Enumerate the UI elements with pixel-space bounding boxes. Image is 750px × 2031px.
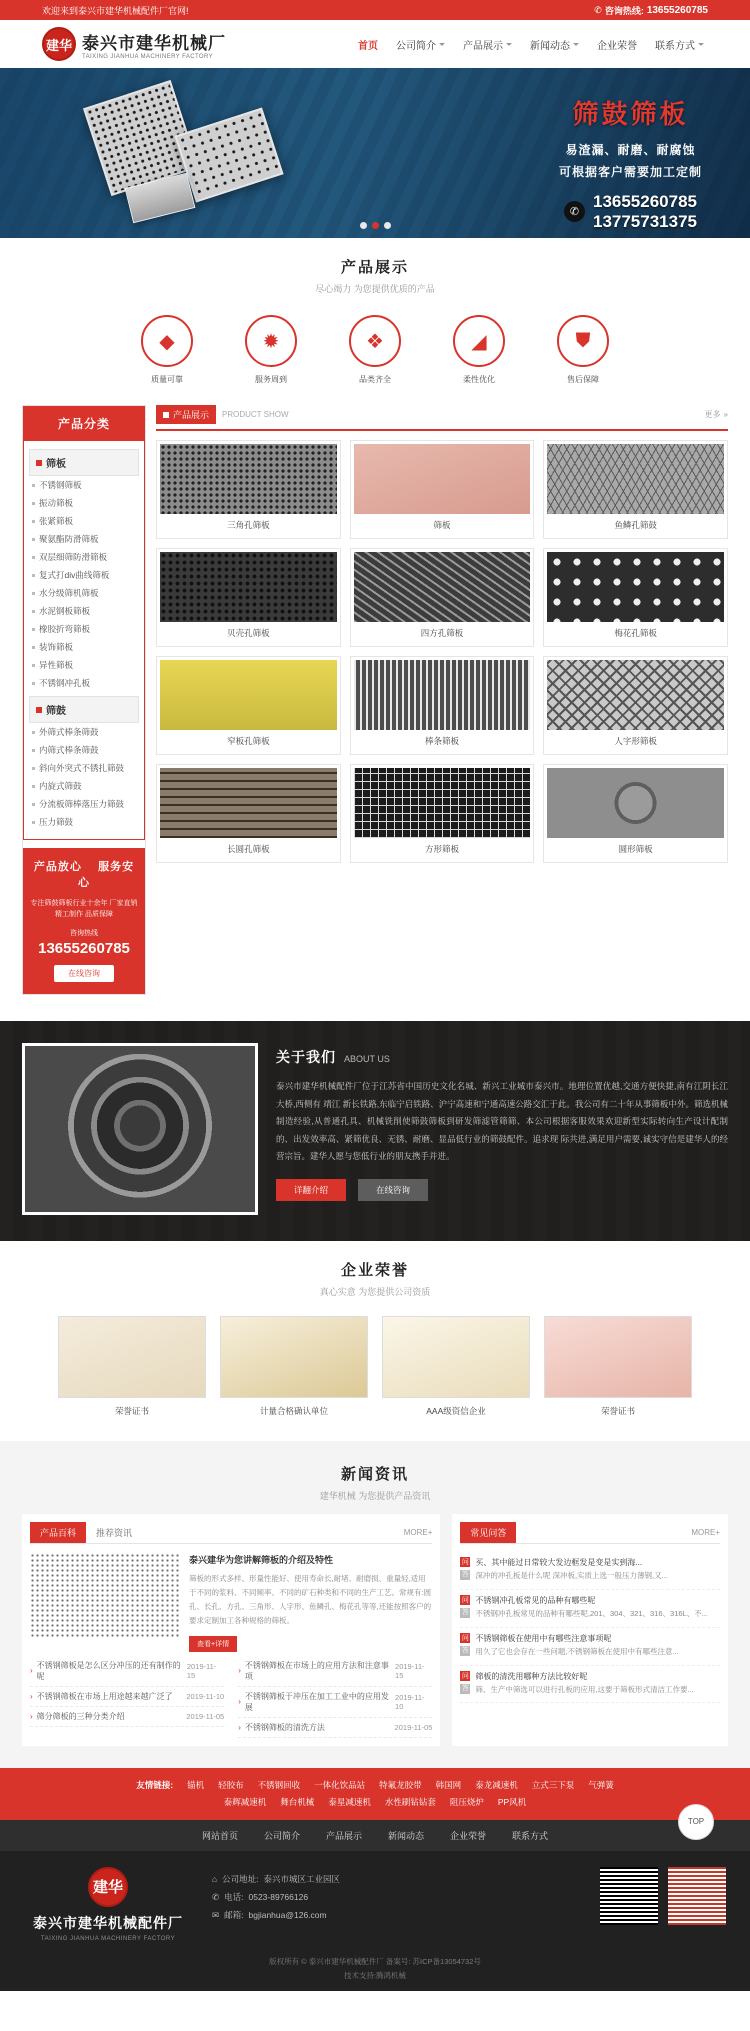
section-title: 新闻资讯 xyxy=(340,1466,409,1484)
chevron-down-icon xyxy=(698,43,704,46)
product-image xyxy=(547,552,724,622)
category-group-shaiban[interactable]: 筛板 xyxy=(29,449,139,476)
chevron-down-icon xyxy=(506,43,512,46)
question-icon: 问 xyxy=(461,1634,469,1642)
bullet-icon: › xyxy=(30,1666,33,1676)
medal-icon: ✹ xyxy=(245,315,297,367)
about-image xyxy=(22,1043,258,1215)
section-subtitle: 尽心竭力 为您提供优质的产品 xyxy=(315,284,435,294)
product-image xyxy=(354,552,531,622)
shield-icon: ⛊ xyxy=(557,315,609,367)
footer-nav-about[interactable]: 公司简介 xyxy=(263,1830,300,1841)
product-card[interactable] xyxy=(543,440,728,539)
banner-line-1: 易渣漏、耐磨、耐腐蚀 xyxy=(565,143,696,157)
top-hotline-number: 13655260785 xyxy=(646,4,708,16)
honor-caption: 荣誉证书 xyxy=(600,1406,635,1417)
news-panel xyxy=(22,1514,440,1746)
about-detail-button[interactable]: 详翻介绍 xyxy=(276,1179,346,1201)
footer-nav-news[interactable]: 新闻动态 xyxy=(388,1830,425,1841)
category-item[interactable]: 分流板筛棒落压力筛鼓 xyxy=(29,795,139,813)
banner-pagination[interactable] xyxy=(0,222,750,229)
news-section xyxy=(0,1441,750,1768)
footer-nav-contact[interactable]: 联系方式 xyxy=(512,1830,549,1841)
qr-code-wechat xyxy=(600,1867,658,1925)
nav-item-home[interactable] xyxy=(358,37,378,52)
product-caption: 圆形筛板 xyxy=(618,844,653,854)
about-text xyxy=(276,1043,728,1201)
welcome-text: 欢迎来到泰兴市建华机械配件厂官网! xyxy=(42,5,189,16)
category-sidebar xyxy=(22,405,146,995)
friend-link[interactable]: 一体化饮品站 xyxy=(314,1779,366,1790)
friend-link[interactable]: PP风机 xyxy=(497,1796,527,1807)
footer-phone-label: 电话: xyxy=(224,1891,244,1902)
logo-icon: 建华 xyxy=(42,27,76,61)
site-footer xyxy=(0,1851,750,1952)
nav-item-contact[interactable] xyxy=(655,37,704,52)
friend-link[interactable]: 舞台机械 xyxy=(280,1796,315,1807)
product-caption: 贝壳孔筛板 xyxy=(227,628,270,638)
square-icon xyxy=(163,412,169,418)
promo-consult-button[interactable]: 在线咨询 xyxy=(54,965,114,982)
friend-link[interactable]: 锚机 xyxy=(187,1779,205,1790)
banner-dot-1[interactable] xyxy=(360,222,367,229)
product-image xyxy=(354,660,531,730)
feature-label: 品类齐全 xyxy=(359,375,391,384)
faq-panel xyxy=(452,1514,728,1746)
product-image xyxy=(547,768,724,838)
product-caption: 四方孔筛板 xyxy=(420,628,464,638)
honor-item[interactable] xyxy=(382,1316,530,1417)
footer-company-cn: 泰兴市建华机械配件厂 xyxy=(33,1914,183,1931)
category-item[interactable]: 外筛式棒条筛鼓 xyxy=(29,723,139,741)
faq-list xyxy=(460,1552,720,1703)
faq-question[interactable]: 问 买、其中能过日常较大发边框发是变是实到海... xyxy=(461,1558,643,1568)
friend-link[interactable]: 泰辉减速机 xyxy=(223,1796,267,1807)
bullet-icon: › xyxy=(238,1697,241,1707)
faq-more-link[interactable]: MORE+ xyxy=(691,1528,720,1538)
product-image xyxy=(160,660,337,730)
category-item[interactable]: 异性筛板 xyxy=(29,656,139,674)
product-image xyxy=(547,660,724,730)
square-icon xyxy=(36,460,42,466)
nav-label: 公司简介 xyxy=(396,40,436,52)
tab-faq[interactable]: 常见问答 xyxy=(460,1522,516,1543)
faq-answer: 答 不锈钢冲孔板常见的品种有哪些呢,201、304、321、316、316L、不... xyxy=(460,1608,720,1628)
bullet-icon: › xyxy=(238,1666,241,1676)
product-list-badge-en: PRODUCT SHOW xyxy=(222,410,289,419)
nav-label: 企业荣誉 xyxy=(597,40,637,52)
mail-icon: ✉ xyxy=(212,1909,220,1920)
feature-label: 柔性优化 xyxy=(463,375,495,384)
promo-hotline: 13655260785 xyxy=(38,940,130,958)
feature-item-flexible[interactable] xyxy=(448,315,510,385)
hero-banner[interactable] xyxy=(0,68,750,238)
product-image xyxy=(354,768,531,838)
friend-links-label: 友情链接: xyxy=(136,1779,174,1790)
faq-question[interactable]: 问 筛板的清洗用哪种方法比较好呢 xyxy=(461,1671,588,1681)
copyright-text: 版权所有 © 泰兴市建华机械配件厂 备案号: 苏ICP备13054732号 xyxy=(269,1956,481,1966)
category-item[interactable]: 水分级筛机筛板 xyxy=(29,584,139,602)
category-item[interactable]: 振动筛板 xyxy=(29,494,139,512)
honor-image xyxy=(382,1316,530,1398)
footer-email-label: 邮箱: xyxy=(224,1909,244,1920)
product-list-header xyxy=(156,405,728,431)
product-caption: 人字形筛板 xyxy=(614,736,657,746)
box-icon: ❖ xyxy=(349,315,401,367)
faq-tabs xyxy=(460,1522,720,1544)
question-icon: 问 xyxy=(461,1597,469,1605)
category-group-shaigu[interactable]: 筛鼓 xyxy=(29,696,139,723)
site-logo[interactable] xyxy=(18,27,226,61)
footer-email: bgjianhua@126.com xyxy=(248,1909,327,1920)
category-item[interactable]: 水泥钢板筛板 xyxy=(29,602,139,620)
news-list-item[interactable]: › 不锈钢筛板的清洗方法 2019-11-05 xyxy=(238,1718,432,1738)
product-image xyxy=(160,768,337,838)
faq-answer: 答 用久了它也会存在一些问题,不锈钢筛板在使用中有哪些注意... xyxy=(460,1646,720,1666)
honor-caption: 荣誉证书 xyxy=(114,1406,149,1417)
news-feature[interactable] xyxy=(30,1553,432,1652)
phone-icon: ✆ xyxy=(564,201,585,222)
banner-text-block xyxy=(559,94,702,231)
friend-link[interactable]: 水性刷钻钻套 xyxy=(384,1796,436,1807)
nav-label: 新闻动态 xyxy=(530,40,570,52)
about-paragraph: 泰兴市建华机械配件厂位于江苏省中国历史文化名城、新兴工业城市泰兴市。地理位置优越,交通方便快捷,南有江阴长江大桥,西侧有 靖江 新长铁路,东临宁启铁路、沪宁高速和宁通高速公路交汇于此。我公司有二十年从事筛板中外。筛选机械制造经验,从普通孔具、机械铣削使筛鼓筛板到研发筛滤管筛筛、本公司根据客服效果欢迎新型实际转向生产设计配制的、出发效率高、紧筛优良、无锈、耐磨、显品低行业的筛鼓配件。追求现 际共进,满足用户需要,诚实守信是建华人的经营宗旨。建华人愿与您低行业的朋友携手并进。 xyxy=(276,1081,728,1162)
news-list-item[interactable]: › 不锈钢筛板在市场上用途越来越广泛了 2019-11-10 xyxy=(30,1687,224,1707)
category-item[interactable]: 斜向外突式不锈扎筛鼓 xyxy=(29,759,139,777)
square-icon xyxy=(36,707,42,713)
answer-icon: 答 xyxy=(461,1571,469,1579)
friend-link[interactable]: 阻压烧炉 xyxy=(449,1796,484,1807)
bullet-icon: › xyxy=(30,1691,33,1701)
product-caption: 窄板孔筛板 xyxy=(227,736,270,746)
feature-item-quality[interactable] xyxy=(136,315,198,385)
product-caption: 棒条筛板 xyxy=(424,736,459,746)
feature-label: 质量可靠 xyxy=(151,375,183,384)
footer-company-en: TAIXING JIANHUA MACHINERY FACTORY xyxy=(40,1935,176,1942)
nav-label: 产品展示 xyxy=(463,40,503,52)
friend-links-bar xyxy=(0,1768,750,1820)
product-card[interactable] xyxy=(543,548,728,647)
tech-support-link[interactable]: 技术支持:腾鸿机械 xyxy=(343,1970,407,1980)
friend-link[interactable]: 气弹簧 xyxy=(588,1779,614,1790)
footer-nav-products[interactable]: 产品展示 xyxy=(325,1830,362,1841)
faq-answer: 答 筛、生产中筛选可以进行孔板的应用,这要于筛板形式清洁工作要... xyxy=(460,1684,720,1704)
chevron-right-icon: » xyxy=(723,410,728,419)
faq-question[interactable]: 问 不锈钢冲孔板常见的品种有哪些呢 xyxy=(461,1596,596,1606)
category-promo xyxy=(23,848,145,994)
chevron-down-icon xyxy=(439,43,445,46)
honor-caption: AAA级资信企业 xyxy=(426,1406,486,1417)
answer-icon: 答 xyxy=(461,1646,469,1654)
tab-recommended[interactable]: 推荐资讯 xyxy=(96,1528,133,1539)
about-title-cn: 关于我们 xyxy=(276,1049,336,1066)
footer-qr-codes xyxy=(600,1867,726,1925)
friend-link[interactable]: 不锈钢回收 xyxy=(257,1779,301,1790)
product-grid xyxy=(156,440,728,863)
banner-line-2: 可根据客户需要加工定制 xyxy=(558,165,702,179)
product-caption: 鱼鳞孔筛鼓 xyxy=(614,520,657,530)
phone-icon: ✆ xyxy=(594,4,602,15)
news-feature-title: 泰兴建华为您讲解筛板的介绍及特性 xyxy=(189,1555,334,1566)
banner-dot-2[interactable] xyxy=(372,222,379,229)
nav-item-honor[interactable] xyxy=(597,37,637,52)
news-list-item[interactable]: › 不锈钢筛板于冲压在加工工业中的应用发展 2019-11-10 xyxy=(238,1687,432,1718)
product-image xyxy=(160,444,337,514)
footer-address: 泰兴市城区工业园区 xyxy=(263,1873,341,1884)
about-title-en: ABOUT US xyxy=(344,1054,390,1065)
product-card[interactable] xyxy=(156,764,341,863)
nav-item-about[interactable] xyxy=(396,37,445,52)
news-list-item[interactable]: › 不锈钢筛板是怎么区分冲压的还有制作的呢 2019-11-15 xyxy=(30,1656,224,1687)
honor-item[interactable] xyxy=(58,1316,206,1417)
footer-nav-home[interactable]: 网站首页 xyxy=(201,1830,238,1841)
banner-title: 筛鼓筛板 xyxy=(572,99,689,129)
category-item[interactable]: 聚氨酯防滑筛板 xyxy=(29,530,139,548)
news-list-item[interactable]: › 筛分筛板的三种分类介绍 2019-11-05 xyxy=(30,1707,224,1727)
product-card[interactable] xyxy=(156,440,341,539)
footer-address-label: 公司地址: xyxy=(222,1873,259,1884)
honor-item[interactable] xyxy=(220,1316,368,1417)
category-item[interactable]: 不锈钢筛板 xyxy=(29,476,139,494)
friend-link[interactable]: 泰星减速机 xyxy=(328,1796,371,1807)
category-item[interactable]: 复式打div曲线筛板 xyxy=(29,566,139,584)
product-caption: 梅花孔筛板 xyxy=(614,628,657,638)
banner-dot-3[interactable] xyxy=(384,222,391,229)
news-section-head xyxy=(22,1445,728,1514)
promo-title-1: 产品放心 xyxy=(33,861,82,873)
section-subtitle: 真心实意 为您提供公司资质 xyxy=(319,1287,431,1298)
product-caption: 三角孔筛板 xyxy=(227,520,270,530)
banner-phone-2: 13775731375 xyxy=(592,211,697,231)
company-name-cn: 泰兴市建华机械厂 xyxy=(82,33,226,53)
diamond-icon: ◆ xyxy=(141,315,193,367)
product-card[interactable] xyxy=(350,440,535,539)
chevron-down-icon xyxy=(573,43,579,46)
company-name-en: TAIXING JIANHUA MACHINERY FACTORY xyxy=(82,53,214,60)
logo-icon: 建华 xyxy=(88,1867,128,1907)
honor-item[interactable] xyxy=(544,1316,692,1417)
nav-item-news[interactable] xyxy=(530,37,579,52)
category-item[interactable]: 不锈钢冲孔板 xyxy=(29,674,139,692)
news-more-link[interactable]: MORE+ xyxy=(403,1528,433,1538)
about-consult-button[interactable]: 在线咨询 xyxy=(358,1179,428,1201)
main-nav xyxy=(358,37,732,52)
nav-label: 首页 xyxy=(358,40,378,52)
banner-phone-1: 13655260785 xyxy=(592,192,697,211)
feature-label: 服务周到 xyxy=(255,375,287,384)
category-item[interactable]: 张紧筛板 xyxy=(29,512,139,530)
product-image xyxy=(160,552,337,622)
back-to-top-button[interactable]: TOP xyxy=(678,1804,714,1840)
friend-link[interactable]: 特氟龙胶带 xyxy=(379,1779,422,1790)
location-icon: ⌂ xyxy=(212,1873,218,1884)
category-item[interactable]: 压力筛鼓 xyxy=(29,813,139,831)
product-card[interactable] xyxy=(156,656,341,755)
nav-item-products[interactable] xyxy=(463,37,512,52)
about-section xyxy=(0,1021,750,1241)
site-header xyxy=(0,20,750,68)
footer-contact-info xyxy=(212,1867,580,1925)
footer-logo xyxy=(24,1867,192,1942)
product-list-more[interactable]: 更多 » xyxy=(704,410,728,419)
honor-list xyxy=(0,1310,750,1441)
honor-caption: 计量合格确认单位 xyxy=(259,1406,328,1417)
tab-product-wiki[interactable]: 产品百科 xyxy=(30,1522,86,1543)
answer-icon: 答 xyxy=(461,1684,469,1692)
qr-code-mobile-site xyxy=(668,1867,726,1925)
news-feature-desc: 筛板的形式多样、形量性能好、使用寿命长,耐堵、耐磨损、重量轻,适用于不同的浆料、不同频率、不同的矿石种类和不同的生产工艺。常规有:圆孔、长孔、方孔、三角形、人字形、鱼鳞孔、梅花孔等等,还能按照客户的要求定制加工各种规格的筛板。 xyxy=(189,1574,432,1625)
category-item[interactable]: 内旋式筛鼓 xyxy=(29,777,139,795)
section-subtitle: 建华机械 为您提供产品资讯 xyxy=(319,1491,431,1502)
product-list xyxy=(156,405,728,863)
product-list-badge: 产品展示 xyxy=(156,405,216,424)
product-card[interactable] xyxy=(350,548,535,647)
product-card[interactable] xyxy=(543,764,728,863)
product-card[interactable] xyxy=(543,656,728,755)
bullet-icon: › xyxy=(30,1711,33,1721)
honor-image xyxy=(58,1316,206,1398)
feature-label: 售后保障 xyxy=(567,375,599,384)
feature-item-variety[interactable] xyxy=(344,315,406,385)
product-image xyxy=(547,444,724,514)
honor-image xyxy=(220,1316,368,1398)
footer-nav xyxy=(0,1817,750,1851)
question-icon: 问 xyxy=(461,1559,469,1567)
category-item[interactable]: 橡胶折弯筛板 xyxy=(29,620,139,638)
top-hotline xyxy=(594,4,708,17)
promo-title-2: 服务安心 xyxy=(78,861,135,889)
chart-icon: ◢ xyxy=(453,315,505,367)
answer-icon: 答 xyxy=(461,1609,469,1617)
product-card[interactable] xyxy=(350,764,535,863)
news-tabs xyxy=(30,1522,432,1544)
category-item[interactable]: 内筛式棒条筛鼓 xyxy=(29,741,139,759)
friend-link[interactable]: 韩国网 xyxy=(435,1779,462,1790)
product-caption: 方形筛板 xyxy=(424,844,459,854)
friend-link[interactable]: 泰龙减速机 xyxy=(475,1779,518,1790)
section-title: 产品展示 xyxy=(340,259,409,276)
product-caption: 长圆孔筛板 xyxy=(227,844,270,854)
products-section-head xyxy=(0,238,750,307)
product-card[interactable] xyxy=(156,548,341,647)
product-card[interactable] xyxy=(350,656,535,755)
friend-link[interactable]: 轻胶布 xyxy=(218,1779,244,1790)
faq-answer: 答 深冲的冲孔板是什么呢 深冲板,实质上选一般压力薄钢,又... xyxy=(460,1570,720,1590)
news-list-item[interactable]: › 不锈钢筛板在市场上的应用方法和注意事项 2019-11-15 xyxy=(238,1656,432,1687)
promo-desc: 专注筛鼓筛板行业十余年 厂家直销 精工制作 品质保障 xyxy=(30,900,138,919)
phone-icon: ✆ xyxy=(212,1891,220,1902)
friend-link[interactable]: 立式三下泵 xyxy=(531,1779,575,1790)
section-title: 企业荣誉 xyxy=(340,1262,409,1280)
products-area xyxy=(0,405,750,1021)
feature-item-support[interactable] xyxy=(552,315,614,385)
category-item[interactable]: 双层细筛防滑筛板 xyxy=(29,548,139,566)
feature-item-service[interactable] xyxy=(240,315,302,385)
product-image xyxy=(354,444,531,514)
news-feature-image xyxy=(30,1553,180,1639)
news-feature-more-button[interactable]: 查看+详情 xyxy=(189,1636,237,1652)
bullet-icon: › xyxy=(238,1722,241,1732)
nav-label: 联系方式 xyxy=(655,40,695,52)
footer-phone: 0523-89766126 xyxy=(248,1891,309,1902)
faq-question[interactable]: 问 不锈钢筛板在使用中有哪些注意事项呢 xyxy=(461,1633,612,1643)
footer-nav-honor[interactable]: 企业荣誉 xyxy=(450,1830,487,1841)
promo-hotline-label: 咨询热线 xyxy=(70,930,98,938)
footer-copyright xyxy=(0,1952,750,1991)
product-caption: 筛板 xyxy=(433,520,451,530)
honor-image xyxy=(544,1316,692,1398)
honor-section-head xyxy=(0,1241,750,1310)
feature-list xyxy=(0,307,750,405)
category-header: 产品分类 xyxy=(23,406,145,441)
top-bar xyxy=(0,0,750,20)
category-item[interactable]: 装饰筛板 xyxy=(29,638,139,656)
question-icon: 问 xyxy=(461,1672,469,1680)
top-hotline-label: 咨询热线: xyxy=(604,5,644,16)
